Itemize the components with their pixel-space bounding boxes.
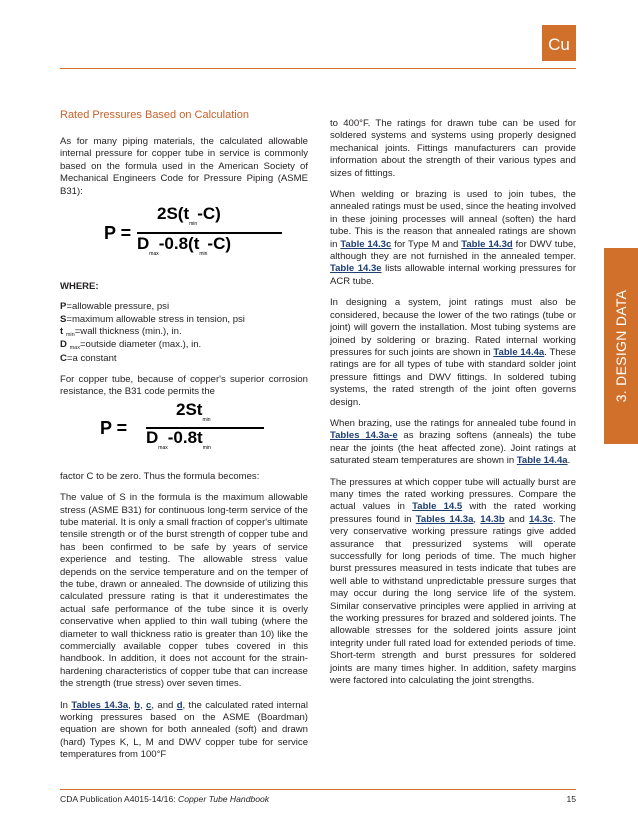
footer-rule xyxy=(60,789,576,790)
def-text: =a constant xyxy=(66,352,117,364)
formula-den-sub: min xyxy=(199,251,208,258)
factor-paragraph: factor C to be zero. Thus the formula becomes: xyxy=(60,470,260,482)
def-c xyxy=(60,353,308,365)
tables-paragraph xyxy=(60,700,308,762)
link-table-14-4a-steam[interactable]: Table 14.4a xyxy=(516,455,568,467)
text-run: and xyxy=(504,513,529,525)
formula2-num-part: 2St xyxy=(176,399,203,419)
text-run: When welding or brazing is used to join tubes, the annealed ratings must be used, since the heating involved in these joining processes will anneal (soften) the hard tube. This is the reason that annealed ratings are shown in xyxy=(330,189,576,250)
def-text: =outside diameter (max.), in. xyxy=(79,339,202,351)
footer-publication xyxy=(60,794,269,804)
stress-value-paragraph: The value of S in the formula is the maximum allowable stress (ASME B31) for continuous long-term service of the tube material. It is only a small fraction of copper's ultimate tensile strength or of the burst strength of copper tube and has been confirmed to be safe by years of service experience and testing. The allowable stress value depends on the service temperature and on the temper of the tube, drawn or annealed. The downside of utilizing this calculated pressure rating is that it underestimates the actual safe performance of the tube since it is overly conservative when applied to thin wall tubing (where the diameter to wall thickness ratio is greater than 10) like the commercially available copper tubes covered in this handbook. In addition, it does not account for the strain-hardening characteristics of copper tube that can increase the strength (true stress) over seven times. xyxy=(60,492,308,690)
formula-den-part: -0.8(t xyxy=(158,234,200,254)
welding-paragraph xyxy=(330,189,576,288)
where-heading: WHERE: xyxy=(60,281,99,293)
def-p xyxy=(60,301,308,313)
text-run: for DWV tube, although they are not furnished in the annealed temper. xyxy=(330,238,576,263)
link-table-14-3c[interactable]: Table 14.3c xyxy=(340,238,392,250)
text-run: . These ratings are for all types of tube with standard solder joint pressure fittings and DWV fittings. In soldered tubing systems, the rated strength of the joint often governs design. xyxy=(330,346,576,408)
text-run: , xyxy=(140,699,147,711)
text-run: In xyxy=(60,699,72,711)
link-tables-14-3a-e[interactable]: Tables 14.3a-e xyxy=(330,430,398,442)
def-symbol: C xyxy=(60,352,67,364)
text-run: . xyxy=(567,455,571,467)
formula-den-part: D xyxy=(137,234,150,254)
burst-pressure-paragraph xyxy=(330,477,576,688)
right-column xyxy=(330,118,576,696)
text-run: In designing a system, joint ratings must also be considered, because the lower of the two ratings (tube or joint) will govern the installation. Most tubing systems are joined by soldering or brazing. Rated internal working pressures for such joints are shown in xyxy=(330,297,576,358)
def-symbol: P xyxy=(60,301,67,313)
link-table-b[interactable]: b xyxy=(134,699,141,711)
def-symbol: t xyxy=(60,326,64,338)
link-table-14-3e[interactable]: Table 14.3e xyxy=(330,263,382,275)
text-run: as brazing softens (anneals) the tube near the joints (the heat affected zone). Joint ratings at saturated steam temperatures are shown in xyxy=(330,430,576,467)
link-table-14-3c-b[interactable]: 14.3c xyxy=(528,513,553,525)
section-side-label xyxy=(604,248,638,444)
formula2-numerator xyxy=(176,399,211,423)
text-run: , xyxy=(473,513,481,525)
link-table-c[interactable]: c xyxy=(146,699,152,711)
link-table-14-4a[interactable]: Table 14.4a xyxy=(493,346,545,358)
link-tables-14-3a-b[interactable]: Tables 14.3a xyxy=(415,513,474,525)
text-run: lists allowable internal working pressures for ACR tube. xyxy=(330,263,576,287)
link-tables-14-3a[interactable]: Tables 14.3a xyxy=(71,699,129,711)
formula2-den-sub: max xyxy=(158,444,168,451)
def-s xyxy=(60,314,308,326)
def-t xyxy=(60,326,308,339)
def-text: =wall thickness (min.), in. xyxy=(74,326,182,338)
link-table-14-3d[interactable]: Table 14.3d xyxy=(461,238,513,250)
text-run: for Type M and xyxy=(391,238,462,250)
def-symbol: S xyxy=(60,313,67,325)
formula-den-sub: max xyxy=(149,251,159,258)
formula-den-part: -C) xyxy=(207,234,232,254)
text-run: The pressures at which copper tube will actually burst are many times the rated working pressures. Compare the actual values in xyxy=(330,476,576,513)
def-d xyxy=(60,339,308,352)
formula-num-part: -C) xyxy=(197,204,221,224)
footer-publication-id: CDA Publication A4015-14/16: xyxy=(60,794,179,804)
formula-with-constant xyxy=(60,204,308,267)
formula-num-sub: min xyxy=(189,221,198,228)
intro-paragraph: As for many piping materials, the calculated allowable internal pressure for copper tube in service is commonly based on the formula used in the American Society of Mechanical Engineers Code for Pressure Piping (ASME B31): xyxy=(60,136,308,197)
b31-paragraph: For copper tube, because of copper's superior corrosion resistance, the B31 code permits the xyxy=(60,373,308,398)
formula2-lhs: P = xyxy=(100,417,128,438)
def-text: =allowable pressure, psi xyxy=(66,301,170,313)
def-text: =maximum allowable stress in tension, psi xyxy=(66,313,245,325)
link-table-d[interactable]: d xyxy=(176,699,183,711)
variable-definitions xyxy=(60,301,308,364)
formula2-den-part: -0.8t xyxy=(167,427,203,447)
left-column xyxy=(60,108,308,771)
section-side-label-text: 3. DESIGN DATA xyxy=(613,289,629,403)
text-run: . The very conservative working pressure ratings give added assurance that pressurized systems will operate successfully for long periods of time. The much higher burst pressures measured in tests indicate that tubes are well able to withstand unpredictable pressure surges that may occur during the long service life of the system. Similar conservative principles were applied in arriving at the working pressures for brazed and soldered joints. The allowable stresses for the soldered joints assure joint integrity under full rated load for extended periods of time. Short-term strength and burst pressures for soldered joints are many times higher. In addition, safety margins were factored into calculating the joint strengths. xyxy=(330,513,576,687)
page-number: 15 xyxy=(566,794,576,804)
element-tab-cu: Cu xyxy=(542,25,576,61)
formula-numerator xyxy=(157,204,221,228)
text-run: When brazing, use the ratings for annealed tube found in xyxy=(330,417,576,429)
def-symbol: D xyxy=(60,339,67,351)
brazing-paragraph xyxy=(330,418,576,468)
def-sub: min xyxy=(65,332,75,339)
text-run: , xyxy=(128,699,135,711)
formula2-den-part: D xyxy=(146,427,159,447)
formula2-denominator xyxy=(146,427,211,451)
formula-simplified xyxy=(60,399,308,457)
text-run: , the calculated rated internal working pressures based on the ASME (Boardman) equation are shown for both annealed (soft) and drawn (hard) Types K, L, M and DWV copper tube for service temperatures from 100°F xyxy=(60,699,308,761)
joint-ratings-paragraph xyxy=(330,297,576,409)
section-title: Rated Pressures Based on Calculation xyxy=(60,109,249,121)
footer-publication-title: Copper Tube Handbook xyxy=(178,794,270,804)
def-sub: max xyxy=(69,345,80,352)
formula2-num-sub: min xyxy=(202,416,211,423)
formula-denominator xyxy=(137,234,232,258)
drawn-tube-paragraph: to 400°F. The ratings for drawn tube can be used for soldered systems and systems using properly designed mechanical joints. Fittings manufacturers can provide information about the strength of their various types and sizes of fittings. xyxy=(330,118,576,179)
text-run: , and xyxy=(151,699,177,711)
formula2-den-sub: min xyxy=(202,444,211,451)
link-table-14-5[interactable]: Table 14.5 xyxy=(412,501,463,513)
formula-num-part: 2S(t xyxy=(157,204,190,224)
formula-lhs: P = xyxy=(104,223,132,244)
header-rule xyxy=(60,68,576,69)
text-run: with the rated working pressures found in xyxy=(330,501,576,525)
link-table-14-3b[interactable]: 14.3b xyxy=(480,513,505,525)
formula2-fraction-bar xyxy=(146,427,264,429)
